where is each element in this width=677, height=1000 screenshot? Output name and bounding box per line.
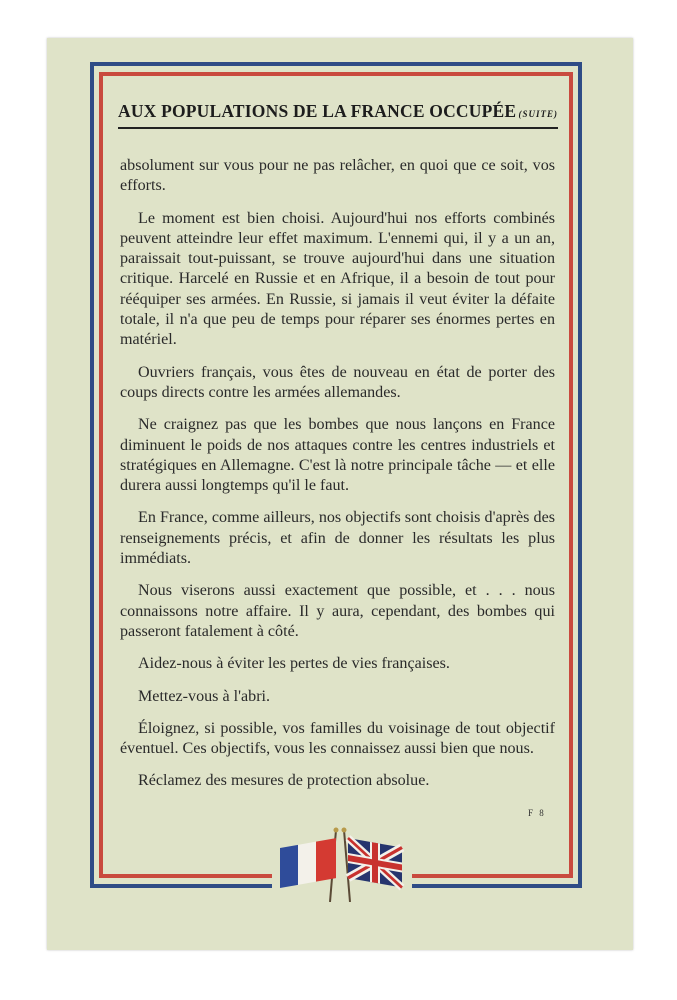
leaflet-header: [118, 101, 558, 129]
suite-label: (SUITE): [518, 109, 558, 119]
paragraph: absolument sur vous pour ne pas relâcher, en quoi que ce soit, vos efforts.: [120, 157, 555, 195]
leaflet-body: [120, 156, 555, 804]
french-british-flags-icon: [270, 826, 410, 902]
paragraph: Éloignez, si possible, vos familles du voisinage de tout objectif éventuel. Ces objectifs, vous les connaissez aussi bien que nous.: [120, 719, 555, 758]
paragraph: Ne craignez pas que les bombes que nous lançons en France diminuent le poids de nos attaques contre les centres industriels et stratégiques en Allemagne. C'est là notre principale tâche — et elle durera aussi longtemps qu'il le faut.: [120, 416, 555, 495]
paragraph: Le moment est bien choisi. Aujourd'hui nos efforts combinés peuvent atteindre leur effet maximum. L'ennemi qui, il y a un an, paraissait tout-puissant, se trouve aujourd'hui dans une situation critique. Harcelé en Russie et en Afrique, il a besoin de tout pour rééquiper ses armées. En Russie, si jamais il veut éviter la défaite totale, il n'a que peu de temps pour réparer ses énormes pertes en matériel.: [120, 209, 555, 349]
leaflet-code: F 8: [528, 808, 546, 818]
page-title: AUX POPULATIONS DE LA FRANCE OCCUPÉE: [118, 101, 517, 121]
paragraph: Ouvriers français, vous êtes de nouveau en état de porter des coups directs contre les armées allemandes.: [120, 363, 555, 401]
paragraph: En France, comme ailleurs, nos objectifs sont choisis d'après des renseignements précis, et afin de donner les résultats les plus immédiats.: [120, 509, 555, 568]
paragraph: Aidez-nous à éviter les pertes de vies françaises.: [138, 655, 450, 673]
paragraph: Mettez-vous à l'abri.: [138, 687, 271, 705]
paragraph: Réclamez des mesures de protection absolue.: [138, 772, 430, 790]
paragraph: Nous viserons aussi exactement que possible, et . . . nous connaissons notre affaire. Il y aura, cependant, des bombes qui passeront fatalement à côté.: [120, 582, 555, 640]
